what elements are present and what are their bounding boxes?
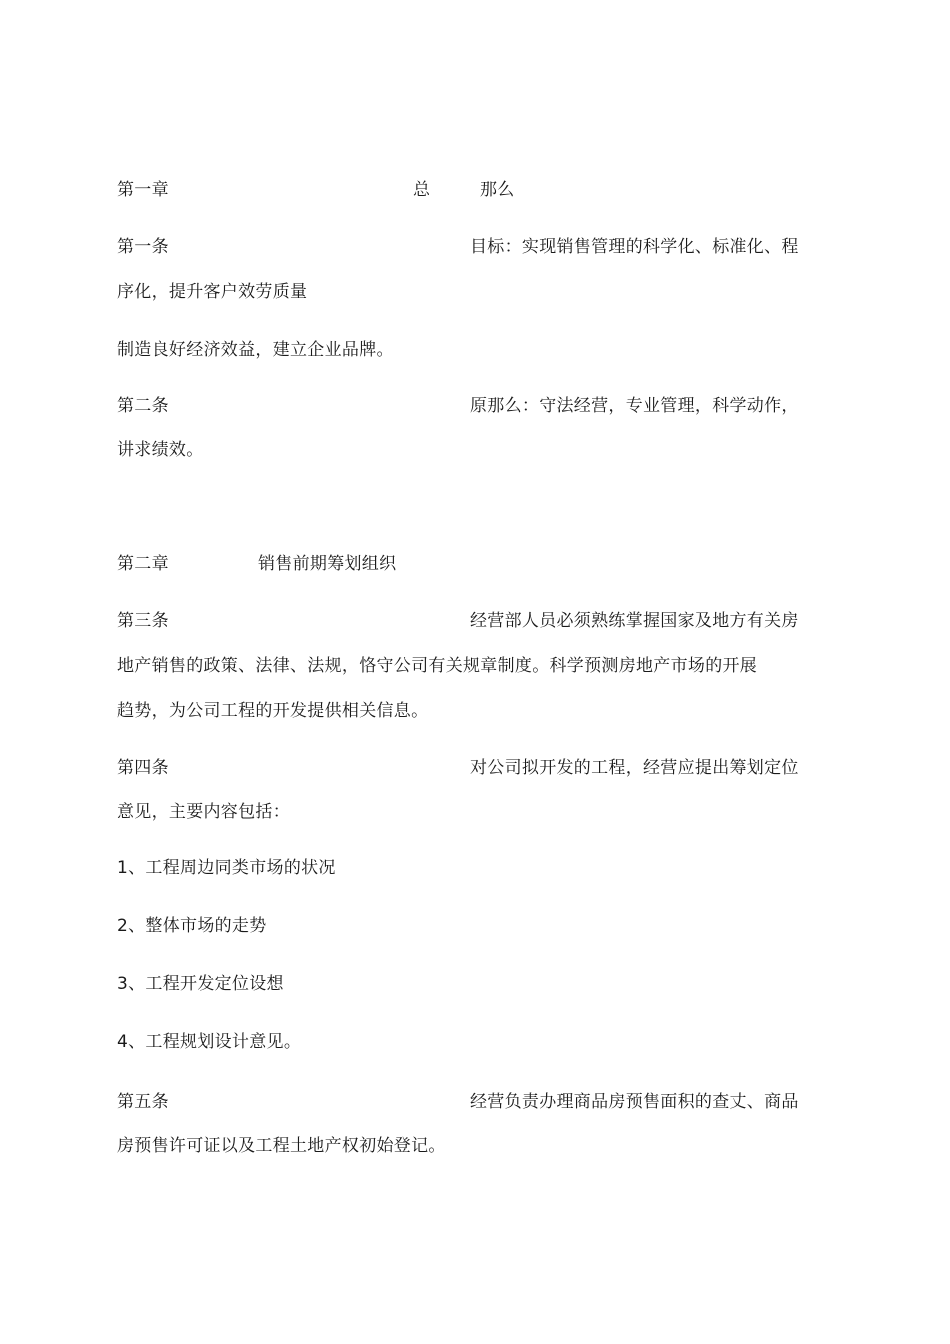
article-5-text-line2: 房预售许可证以及工程土地产权初始登记。 [117,1136,446,1156]
article-1-text-line3: 制造良好经济效益，建立企业品牌。 [117,340,394,360]
list-item: 1、工程周边同类市场的状况 [117,858,336,878]
article-4-label: 第四条 [117,758,169,778]
article-3-label: 第三条 [117,611,169,631]
article-4-text-line1: 对公司拟开发的工程，经营应提出筹划定位 [470,758,799,778]
chapter-1-label: 第一章 [117,180,169,200]
article-5-label: 第五条 [117,1092,169,1112]
article-3-text-line3: 趋势，为公司工程的开发提供相关信息。 [117,701,429,721]
article-2-text-line2: 讲求绩效。 [117,440,204,460]
chapter-1-title-part2: 那么 [480,180,515,200]
article-1-label: 第一条 [117,237,169,257]
list-item: 2、整体市场的走势 [117,916,267,936]
article-3-text-line1: 经营部人员必须熟练掌握国家及地方有关房 [470,611,799,631]
chapter-2-label: 第二章 [117,554,169,574]
chapter-2-title: 销售前期筹划组织 [258,554,397,574]
list-item: 4、工程规划设计意见。 [117,1032,302,1052]
article-2-text-line1: 原那么：守法经营，专业管理，科学动作， [470,396,799,416]
list-item: 3、工程开发定位设想 [117,974,284,994]
article-1-text-line2: 序化，提升客户效劳质量 [117,282,308,302]
chapter-1-title-part1: 总 [413,180,431,200]
article-3-text-line2: 地产销售的政策、法律、法规，恪守公司有关规章制度。科学预测房地产市场的开展 [117,656,758,676]
article-1-text-line1: 目标：实现销售管理的科学化、标准化、程 [470,237,799,257]
article-2-label: 第二条 [117,396,169,416]
article-4-text-line2: 意见，主要内容包括： [117,802,290,822]
article-5-text-line1: 经营负责办理商品房预售面积的查丈、商品 [470,1092,799,1112]
